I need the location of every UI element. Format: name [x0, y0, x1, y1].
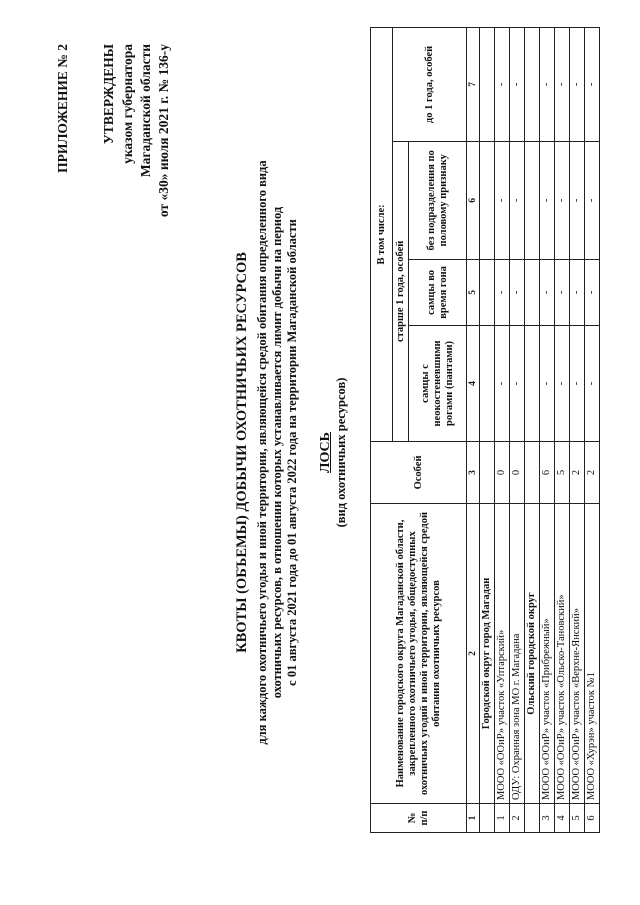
- group-row: [480, 28, 495, 833]
- row-name: МООО «ООиР» участок «Ольско-Тановский»: [555, 503, 570, 803]
- group-name: Ольский городской округ: [525, 503, 540, 803]
- row-c7: -: [510, 28, 525, 142]
- appendix-number: ПРИЛОЖЕНИЕ № 2: [55, 44, 70, 173]
- table-row: [495, 28, 510, 833]
- row-total: 6: [540, 441, 555, 503]
- quota-table: [370, 27, 600, 833]
- row-c5: -: [495, 259, 510, 325]
- row-num: 5: [570, 804, 585, 833]
- row-c7: -: [555, 28, 570, 142]
- column-index: 4: [467, 326, 480, 442]
- row-num: 3: [540, 804, 555, 833]
- document-heading: [234, 20, 300, 885]
- row-c6: -: [495, 141, 510, 259]
- row-c5: -: [540, 259, 555, 325]
- species-caption: (вид охотничьих ресурсов): [334, 377, 348, 528]
- row-c5: -: [570, 259, 585, 325]
- row-c7: -: [585, 28, 600, 142]
- column-index: 5: [467, 259, 480, 325]
- row-c6: -: [555, 141, 570, 259]
- row-c5: -: [555, 259, 570, 325]
- row-total: 2: [570, 441, 585, 503]
- row-c4: -: [585, 326, 600, 442]
- table-row: [555, 28, 570, 833]
- date-line: от «30» июля 2021 г. № 136-у: [156, 44, 171, 218]
- header-total: Особей: [371, 441, 467, 503]
- header-num: № п/п: [371, 804, 467, 833]
- header-older: старше 1 года, особей: [393, 141, 409, 441]
- heading-line-1: для каждого охотничьего угодья и иной территории, являющейся средой обитания определенного вида: [255, 160, 269, 745]
- header-name: Наименование городского округа Магаданской области, закрепленного охотничьего угодья, общедоступных охотничьих угодий и иной территории, являющейся средой обитания охотничьих ресурсов: [371, 503, 467, 803]
- row-total: 0: [495, 441, 510, 503]
- row-c6: -: [585, 141, 600, 259]
- heading-line-2: охотничьих ресурсов, в отношении которых устанавливается лимит добычи на период: [270, 206, 284, 699]
- row-num: 1: [495, 804, 510, 833]
- appendix-block: [54, 44, 173, 284]
- row-c4: -: [555, 326, 570, 442]
- row-total: 0: [510, 441, 525, 503]
- row-c7: -: [540, 28, 555, 142]
- row-total: 5: [555, 441, 570, 503]
- group-row: [525, 28, 540, 833]
- header-males-antlers: самцы с неокостеневшими рогами (пантами): [409, 326, 467, 442]
- heading-line-3: с 01 августа 2021 года до 01 августа 2022 года на территории Магаданской области: [285, 219, 299, 686]
- row-c6: -: [540, 141, 555, 259]
- row-c5: -: [585, 259, 600, 325]
- row-name: МООО «ООиР» участок «Верхне-Янский»: [570, 503, 585, 803]
- table-row: [585, 28, 600, 833]
- row-c5: -: [510, 259, 525, 325]
- header-males-rut: самцы во время гона: [409, 259, 467, 325]
- region-line: Магаданской области: [138, 44, 153, 178]
- column-index: 1: [467, 804, 480, 833]
- table-row: [510, 28, 525, 833]
- row-c7: -: [495, 28, 510, 142]
- row-c4: -: [510, 326, 525, 442]
- row-num: 2: [510, 804, 525, 833]
- row-name: МООО «Хурэн» участок №1: [585, 503, 600, 803]
- document-title: КВОТЫ (ОБЪЕМЫ) ДОБЫЧИ ОХОТНИЧЬИХ РЕСУРСОВ: [234, 252, 250, 653]
- row-name: МООО «ООиР» участок «Прибрежный»: [540, 503, 555, 803]
- row-c4: -: [495, 326, 510, 442]
- row-c6: -: [570, 141, 585, 259]
- approved-label: УТВЕРЖДЕНЫ: [101, 44, 116, 145]
- table-row: [570, 28, 585, 833]
- column-index: 7: [467, 28, 480, 142]
- column-index-row: [467, 28, 480, 833]
- column-index: 6: [467, 141, 480, 259]
- row-c4: -: [540, 326, 555, 442]
- species-name: ЛОСЬ: [318, 432, 333, 473]
- row-num: 4: [555, 804, 570, 833]
- column-index: 3: [467, 441, 480, 503]
- header-under1: до 1 года, особей: [393, 28, 467, 142]
- row-c7: -: [570, 28, 585, 142]
- row-name: ОДУ: Охранная зона МО г. Магадана: [510, 503, 525, 803]
- group-name: Городской округ город Магадан: [480, 503, 495, 803]
- row-name: МООО «ООиР» участок «Уптарский»: [495, 503, 510, 803]
- decree-line: указом губернатора: [120, 44, 135, 164]
- header-including: В том числе:: [371, 28, 393, 442]
- row-c4: -: [570, 326, 585, 442]
- row-num: 6: [585, 804, 600, 833]
- header-no-sex: без подразделения по половому признаку: [409, 141, 467, 259]
- column-index: 2: [467, 503, 480, 803]
- table-row: [540, 28, 555, 833]
- species-block: [318, 0, 349, 905]
- row-total: 2: [585, 441, 600, 503]
- row-c6: -: [510, 141, 525, 259]
